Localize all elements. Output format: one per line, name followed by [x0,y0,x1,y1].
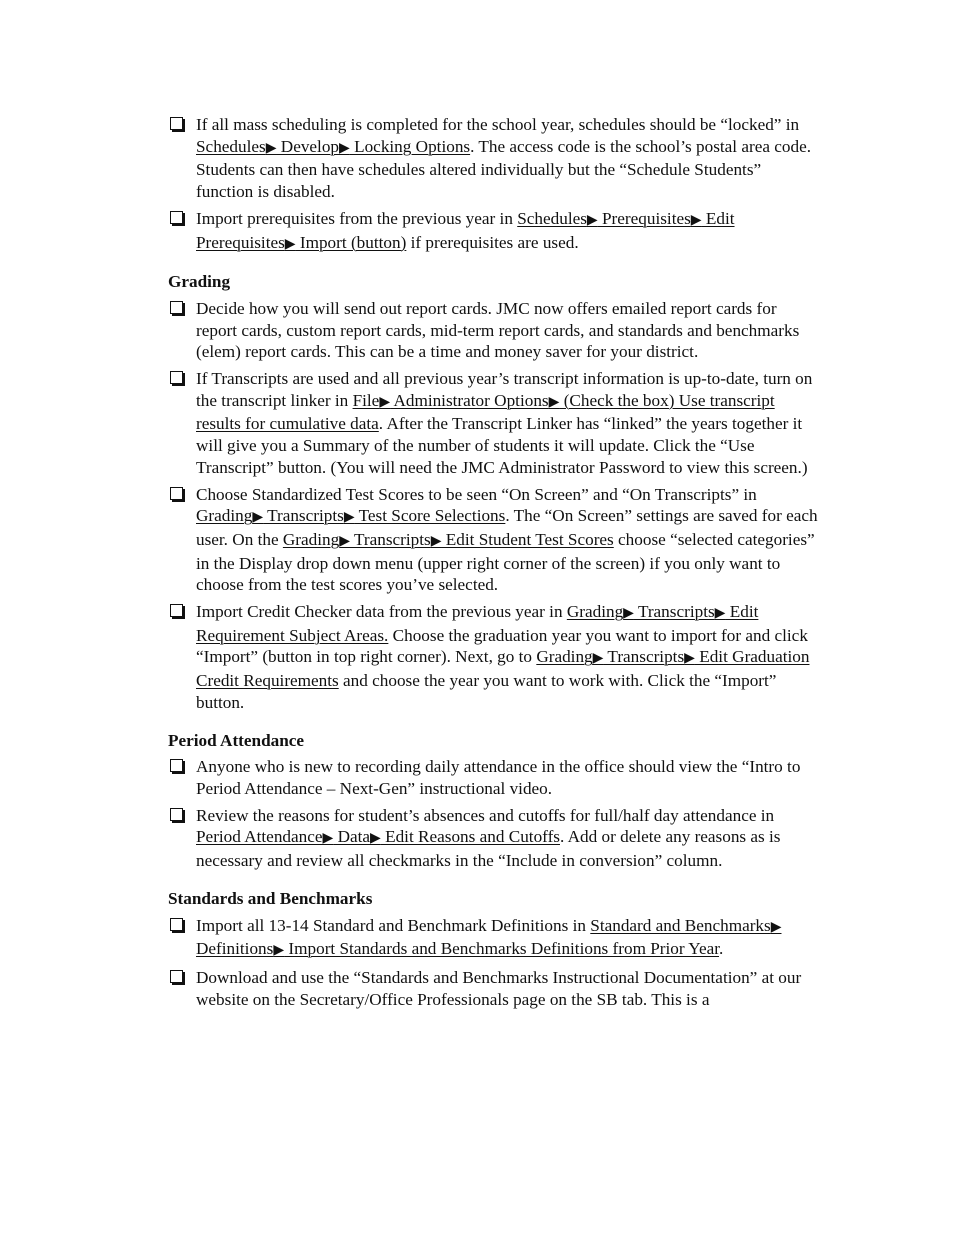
menu-arrow-icon: ▶ [623,606,634,622]
section-heading: Standards and Benchmarks [168,888,373,908]
checkbox-icon [170,301,183,314]
menu-path-text: Locking Options [349,136,471,156]
menu-arrow-icon: ▶ [339,533,350,549]
checklist-item [168,484,818,597]
checklist-item-text [196,209,735,252]
checkbox-icon [170,211,183,224]
checklist-item-text [196,115,811,201]
menu-path-text: Edit Requirement Subject Areas. [196,602,759,645]
checkbox-icon [170,604,183,617]
body-text: Choose Standardized Test Scores to be seen “On Screen” and “On Transcripts” in [196,484,757,504]
menu-path-text: Period Attendance [196,827,323,847]
menu-path-text: Develop [276,136,340,156]
checklist-item-text [196,299,799,361]
checklist-item-text [196,369,812,477]
body-text: . Add or delete any reasons as is necessary and review all checkmarks in the “Include in conversion” column. [196,827,781,871]
menu-path-text: Administrator Options [390,390,549,410]
body-text: Import Credit Checker data from the previous year in [196,602,567,622]
menu-arrow-icon: ▶ [343,510,355,526]
checkbox-icon [170,759,183,772]
menu-path-text: (Check the box) Use transcript results for cumulative data [196,390,775,434]
checklist-item [168,601,818,714]
checklist-item [168,298,818,363]
checklist-item [168,368,818,479]
menu-path-text: File [352,390,380,410]
body-text: . After the Transcript Linker has “linked” the years together it will give you a Summary of the number of students it will update. Click the “Use Transcript” button. (You will need the JMC Administrator Password to view this screen.) [196,414,808,477]
document-body [168,114,818,1015]
menu-path-text: Transcripts [603,647,685,667]
menu-path-text: Transcripts [633,602,715,622]
menu-path-text: Grading [566,602,624,622]
menu-path-text: Definitions [196,939,274,959]
menu-arrow-icon: ▶ [379,394,391,410]
menu-path-text: Edit Prerequisites [196,208,735,252]
checklist-item-text [196,602,809,712]
menu-path-text: Grading [536,647,593,667]
menu-arrow-icon: ▶ [265,140,277,156]
menu-path-text: Edit Graduation Credit Requirements [196,647,810,691]
checkbox-icon [170,117,183,130]
menu-arrow-icon: ▶ [714,606,726,622]
menu-arrow-icon: ▶ [370,831,381,847]
menu-arrow-icon: ▶ [586,212,598,228]
menu-path-text: Grading [282,529,340,549]
body-text: If Transcripts are used and all previous year’s transcript information is up-to-date, turn on the transcript linker in [196,369,813,410]
body-text: and choose the year you want to work with. Click the “Import” button. [196,671,777,712]
menu-arrow-icon: ▶ [770,919,782,935]
menu-arrow-icon: ▶ [684,651,695,667]
checkbox-icon [170,808,183,821]
menu-path-text: Data [333,827,371,847]
section-heading: Period Attendance [168,730,305,750]
menu-path-text: Grading [196,506,253,526]
checklist-item-text [196,485,818,595]
menu-path-text: Edit Reasons and Cutoffs [380,827,560,847]
menu-path-text: Import (button) [295,232,407,252]
checkbox-icon [170,371,183,384]
checklist-item [168,967,818,1010]
body-text: . [719,939,724,959]
body-text: Choose the graduation year you want to import for and click “Import” (button in top right corner). Next, go to [196,625,808,667]
menu-path-text: Schedules [196,136,266,156]
checklist-item [168,208,818,255]
body-text: Anyone who is new to recording daily attendance in the office should view the “Intro to Period Attendance – Next-Gen” instructional video. [196,757,801,798]
checklist-item [168,114,818,203]
menu-path-text: Edit Student Test Scores [441,529,614,549]
checkbox-icon [170,970,183,983]
menu-path-text: Schedules [517,208,587,228]
checklist-item [168,805,818,872]
menu-path-text: Transcripts [263,506,344,526]
body-text: . The “On Screen” settings are saved for each user. On the [196,506,818,549]
menu-path-text: Transcripts [350,529,431,549]
menu-arrow-icon: ▶ [430,533,442,549]
checklist-item-text [196,916,781,959]
checklist-item [168,756,818,799]
body-text: choose “selected categories” in the Display drop down menu (upper right corner of the screen) if you only want to choose from the test scores you’ve selected. [196,529,815,595]
menu-arrow-icon: ▶ [252,510,264,526]
checklist-item-text [196,757,800,798]
body-text: Decide how you will send out report cards. JMC now offers emailed report cards for report cards, custom report cards, mid-term report cards, and standards and benchmarks (elem) report cards. This can be a time and money saver for your district. [196,298,800,362]
menu-path-text: Prerequisites [597,208,691,228]
menu-arrow-icon: ▶ [322,831,334,847]
body-text: Download and use the “Standards and Benchmarks Instructional Documentation” at our website on the Secretary/Office Professionals page on the SB tab. This is a [196,967,802,1009]
menu-arrow-icon: ▶ [690,212,702,228]
body-text: Review the reasons for student’s absences and cutoffs for full/half day attendance in [196,805,775,825]
body-text: If all mass scheduling is completed for the school year, schedules should be “locked” in [196,115,800,134]
checklist-item [168,915,818,962]
body-text: Import prerequisites from the previous year in [196,208,518,228]
section-heading: Grading [168,272,231,292]
menu-path-text: Test Score Selections [354,506,506,526]
checklist-item-text [196,968,801,1009]
checklist-item-text [196,806,781,870]
menu-arrow-icon: ▶ [339,140,350,156]
body-text: Import all 13-14 Standard and Benchmark Definitions in [196,915,591,935]
menu-arrow-icon: ▶ [548,394,560,410]
menu-arrow-icon: ▶ [284,236,296,252]
checkbox-icon [170,487,183,500]
menu-arrow-icon: ▶ [592,651,604,667]
body-text: . The access code is the school’s postal area code. Students can then have schedules altered individually but the “Schedule Students” function is disabled. [196,136,812,202]
menu-path-text: Import Standards and Benchmarks Definitions from Prior Year [284,939,719,959]
checkbox-icon [170,918,183,931]
menu-arrow-icon: ▶ [273,943,285,959]
body-text: if prerequisites are used. [406,232,579,252]
menu-path-text: Standard and Benchmarks [590,915,771,935]
